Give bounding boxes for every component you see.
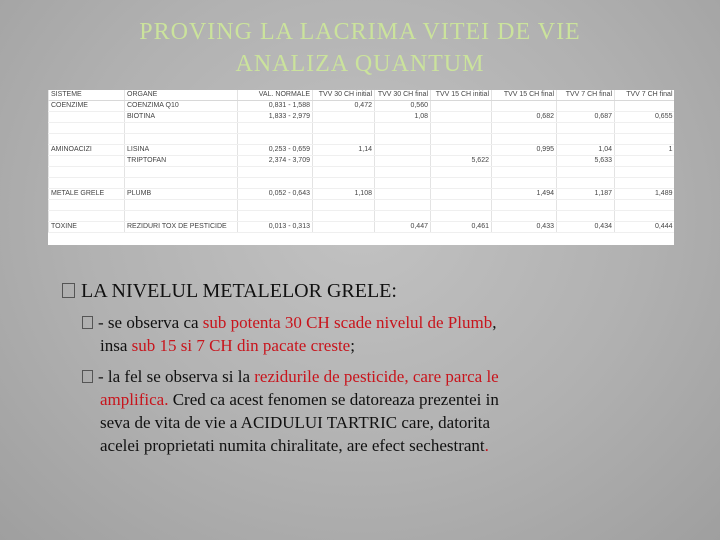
table-cell: PLUMB <box>125 189 238 200</box>
table-cell: REZIDURI TOX DE PESTICIDE <box>125 222 238 233</box>
table-cell <box>375 156 431 167</box>
table-cell: 0,052 - 0,643 <box>238 189 313 200</box>
table-cell <box>557 101 615 112</box>
table-cell <box>125 178 238 189</box>
bullet1-line2: insa sub 15 si 7 CH din pacate creste; <box>100 336 355 355</box>
table-cell <box>375 200 431 211</box>
table-cell <box>313 112 375 123</box>
table-cell <box>375 123 431 134</box>
table-cell <box>492 211 557 222</box>
table-cell <box>431 167 492 178</box>
table-row <box>49 200 675 211</box>
table-cell <box>492 101 557 112</box>
table-cell: 1 <box>615 145 675 156</box>
table-row <box>49 211 675 222</box>
table-cell: 0,687 <box>557 112 615 123</box>
table-cell <box>615 134 675 145</box>
table-cell <box>375 167 431 178</box>
table-cell <box>615 156 675 167</box>
table-cell <box>557 211 615 222</box>
table-cell: TVV 7 CH final <box>557 90 615 101</box>
slide-title-line1: PROVING LA LACRIMA VITEI DE VIE <box>139 19 581 45</box>
table-cell <box>615 178 675 189</box>
table-cell: COENZIME <box>49 101 125 112</box>
table-cell <box>313 211 375 222</box>
table-cell <box>375 134 431 145</box>
table-cell <box>492 167 557 178</box>
main-bullet <box>62 278 397 304</box>
table-cell <box>238 123 313 134</box>
table-cell: TVV 30 CH initial <box>313 90 375 101</box>
table-cell <box>313 222 375 233</box>
table-cell: 1,08 <box>375 112 431 123</box>
table-row <box>49 134 675 145</box>
table-cell <box>431 134 492 145</box>
table-cell: 0,253 - 0,659 <box>238 145 313 156</box>
table-cell: 0,444 <box>615 222 675 233</box>
table-cell <box>49 200 125 211</box>
table-row <box>49 189 675 200</box>
table-cell <box>431 145 492 156</box>
table-row <box>49 101 675 112</box>
table-cell: 0,682 <box>492 112 557 123</box>
table-cell <box>431 101 492 112</box>
table-cell <box>615 211 675 222</box>
table-cell <box>49 156 125 167</box>
table-cell <box>557 200 615 211</box>
table-cell: 0,461 <box>431 222 492 233</box>
table-cell <box>238 200 313 211</box>
bullet2-line3: seva de vita de vie a ACIDULUI TARTRIC care, datorita <box>100 413 491 432</box>
table-cell: 5,622 <box>431 156 492 167</box>
table-cell <box>492 200 557 211</box>
slide-title-line2: ANALIZA QUANTUM <box>235 51 485 77</box>
bullet2-line4: acelei proprietati numita chiralitate, are efect sechestrant. <box>100 436 489 455</box>
table-cell <box>125 167 238 178</box>
table-cell: BIOTINA <box>125 112 238 123</box>
table-cell: 1,494 <box>492 189 557 200</box>
table-cell <box>313 200 375 211</box>
table-cell: 1,14 <box>313 145 375 156</box>
table-cell <box>238 134 313 145</box>
table-cell <box>492 134 557 145</box>
table-cell <box>49 178 125 189</box>
table-cell <box>375 211 431 222</box>
table-cell: TVV 15 CH initial <box>431 90 492 101</box>
bullet2-line2: amplifica. Cred ca acest fenomen se datoreaza prezentei in <box>100 390 499 409</box>
table-cell <box>557 123 615 134</box>
analysis-table <box>48 90 674 233</box>
table-cell: 0,013 - 0,313 <box>238 222 313 233</box>
table-cell <box>125 200 238 211</box>
bullet-box-icon <box>82 370 93 383</box>
table-cell <box>125 134 238 145</box>
table-cell <box>49 211 125 222</box>
table-row <box>49 145 675 156</box>
table-cell <box>615 123 675 134</box>
table-cell <box>313 167 375 178</box>
table-cell: AMINOACIZI <box>49 145 125 156</box>
table-cell: 5,633 <box>557 156 615 167</box>
analysis-table-image <box>48 90 674 245</box>
table-header-row <box>49 90 675 101</box>
table-cell: TVV 15 CH final <box>492 90 557 101</box>
table-cell <box>49 134 125 145</box>
table-cell <box>557 134 615 145</box>
table-cell <box>313 134 375 145</box>
table-cell: COENZIMA Q10 <box>125 101 238 112</box>
table-cell <box>431 200 492 211</box>
table-cell <box>238 178 313 189</box>
table-cell <box>431 112 492 123</box>
table-cell: 1,04 <box>557 145 615 156</box>
table-row <box>49 222 675 233</box>
table-cell: 1,108 <box>313 189 375 200</box>
table-cell <box>49 123 125 134</box>
table-cell <box>313 178 375 189</box>
table-cell <box>49 112 125 123</box>
bullet1-line1: - se observa ca sub potenta 30 CH scade nivelul de Plumb, <box>82 311 496 334</box>
table-cell: SISTEME <box>49 90 125 101</box>
table-cell: ORGANE <box>125 90 238 101</box>
table-cell <box>431 178 492 189</box>
table-row <box>49 178 675 189</box>
table-cell: 0,655 <box>615 112 675 123</box>
table-cell <box>238 167 313 178</box>
table-cell <box>431 211 492 222</box>
table-row <box>49 156 675 167</box>
table-cell: VAL. NORMALE <box>238 90 313 101</box>
table-cell <box>615 167 675 178</box>
table-cell <box>125 211 238 222</box>
table-row <box>49 123 675 134</box>
table-row <box>49 167 675 178</box>
table-cell: 0,434 <box>557 222 615 233</box>
bullet-box-icon <box>82 316 93 329</box>
table-cell <box>375 145 431 156</box>
table-cell <box>492 178 557 189</box>
table-cell: LISINA <box>125 145 238 156</box>
bullet2-line1: - la fel se observa si la rezidurile de pesticide, care parca le <box>82 365 499 388</box>
table-row <box>49 112 675 123</box>
table-cell <box>615 101 675 112</box>
table-cell: 0,433 <box>492 222 557 233</box>
table-cell: 2,374 - 3,709 <box>238 156 313 167</box>
table-cell <box>615 200 675 211</box>
table-cell: 0,472 <box>313 101 375 112</box>
table-cell <box>557 178 615 189</box>
table-cell <box>492 156 557 167</box>
table-cell: METALE GRELE <box>49 189 125 200</box>
table-cell: 1,833 - 2,979 <box>238 112 313 123</box>
table-cell: TOXINE <box>49 222 125 233</box>
table-cell <box>492 123 557 134</box>
table-cell <box>431 189 492 200</box>
table-cell: 1,187 <box>557 189 615 200</box>
bullet-box-icon <box>62 283 75 298</box>
table-cell <box>238 211 313 222</box>
table-cell: TVV 7 CH final <box>615 90 675 101</box>
table-cell: 0,560 <box>375 101 431 112</box>
table-cell <box>375 178 431 189</box>
table-cell <box>431 123 492 134</box>
table-cell: TVV 30 CH final <box>375 90 431 101</box>
table-cell: 0,447 <box>375 222 431 233</box>
main-bullet-text: LA NIVELUL METALELOR GRELE: <box>81 280 397 302</box>
table-cell <box>375 189 431 200</box>
table-cell: 1,489 <box>615 189 675 200</box>
table-cell <box>557 167 615 178</box>
table-cell <box>313 123 375 134</box>
table-cell <box>313 156 375 167</box>
table-cell <box>125 123 238 134</box>
table-cell: 0,831 - 1,588 <box>238 101 313 112</box>
table-cell: TRIPTOFAN <box>125 156 238 167</box>
table-cell: 0,995 <box>492 145 557 156</box>
table-cell <box>49 167 125 178</box>
